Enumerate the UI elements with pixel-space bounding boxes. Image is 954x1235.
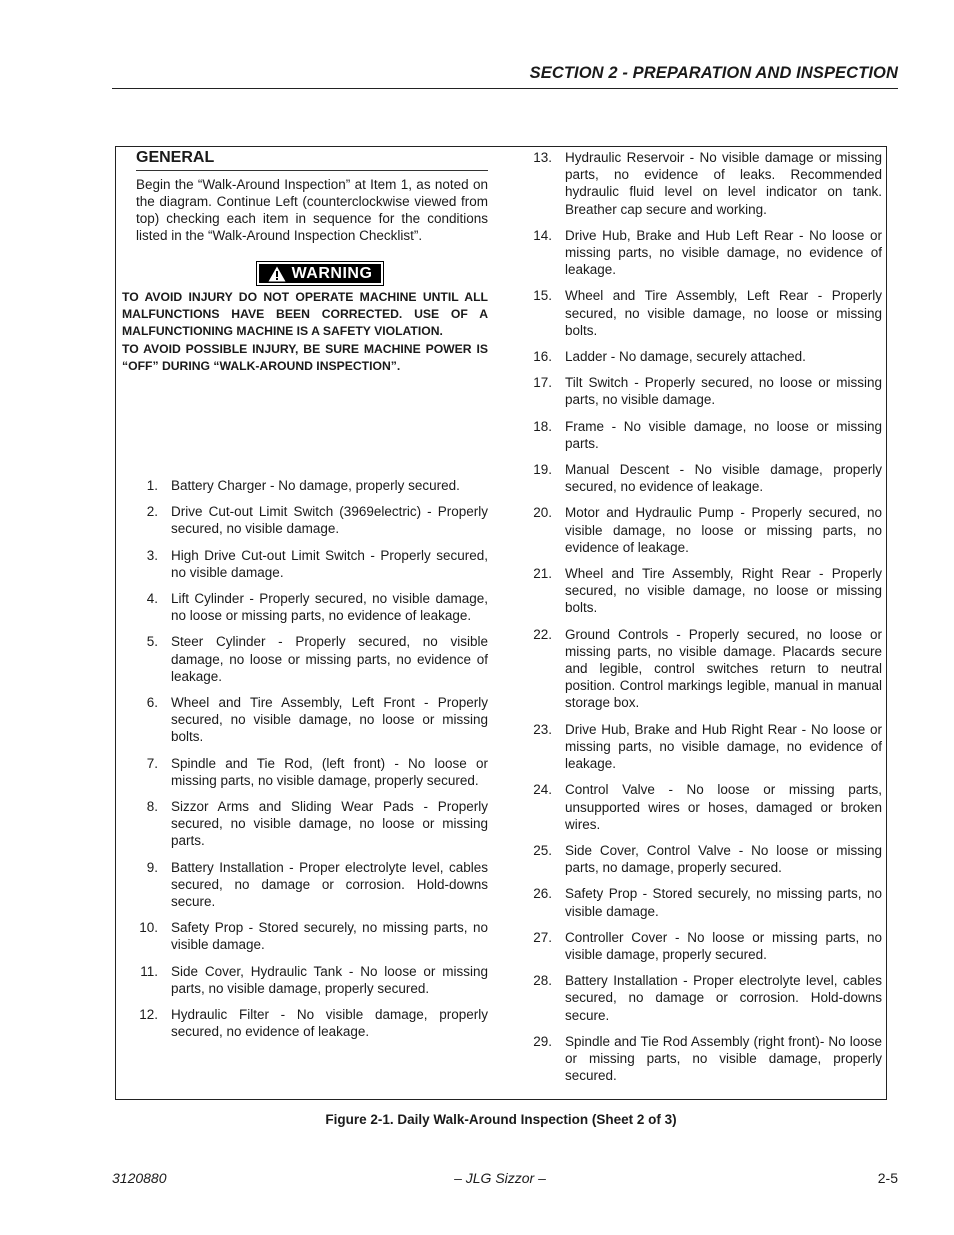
warning-label: WARNING — [291, 264, 373, 282]
checklist-item — [530, 227, 882, 279]
checklist-item — [530, 721, 882, 773]
checklist-item-text: Battery Installation - Proper electrolyte level, cables secured, no damage or corrosion. Hold-downs secure. — [565, 973, 882, 1023]
checklist-item-text: Wheel and Tire Assembly, Left Front - Properly secured, no visible damage, no loose or missing bolts. — [171, 695, 488, 745]
checklist-item — [530, 885, 882, 919]
checklist-item-number: 18. — [533, 418, 552, 434]
section-title: SECTION 2 - PREPARATION AND INSPECTION — [529, 64, 898, 82]
footer-doc-number: 3120880 — [112, 1170, 167, 1186]
checklist-item — [136, 477, 488, 494]
checklist-item — [530, 504, 882, 556]
checklist-item — [530, 374, 882, 408]
checklist-item-text: Steer Cylinder - Properly secured, no visible damage, no loose or missing parts, no evidence of leakage. — [171, 634, 488, 684]
checklist-item — [530, 972, 882, 1024]
warning-text — [122, 289, 488, 375]
checklist-item-number: 27. — [533, 929, 552, 945]
checklist-left — [136, 477, 488, 1049]
checklist-item-text: Spindle and Tie Rod, (left front) - No loose or missing parts, no visible damage, properly secured. — [171, 755, 488, 788]
checklist-item-number: 15. — [533, 288, 552, 304]
checklist-item — [530, 781, 882, 833]
footer-page-number: 2-5 — [877, 1170, 898, 1186]
checklist-right — [530, 149, 882, 1093]
checklist-item-number: 26. — [533, 886, 552, 902]
checklist-item — [530, 461, 882, 495]
general-heading-rule — [136, 170, 488, 171]
checklist-item-text: Manual Descent - No visible damage, properly secured, no evidence of leakage. — [565, 462, 882, 495]
checklist-item-text: Drive Hub, Brake and Hub Left Rear - No loose or missing parts, no visible damage, no evidence of leakage. — [565, 227, 882, 278]
checklist-item-number: 1. — [146, 478, 158, 493]
checklist-item-text: Side Cover, Hydraulic Tank - No loose or missing parts, no visible damage, properly secured. — [171, 963, 488, 996]
warning-line-1: TO AVOID INJURY DO NOT OPERATE MACHINE UNTIL ALL MALFUNCTIONS HAVE BEEN CORRECTED. USE OF A MALFUNCTIONING MACHINE IS A SAFETY VIOLATION. — [122, 290, 488, 339]
checklist-item-number: 9. — [146, 859, 158, 875]
checklist-item — [136, 547, 488, 581]
checklist-item — [530, 842, 882, 876]
checklist-item-number: 22. — [533, 626, 552, 642]
checklist-item — [530, 929, 882, 963]
header-rule — [112, 88, 898, 89]
checklist-item-number: 21. — [533, 566, 552, 582]
general-heading: GENERAL — [136, 149, 215, 166]
footer-product: – JLG Sizzor – — [454, 1170, 546, 1186]
checklist-item-text: Sizzor Arms and Sliding Wear Pads - Properly secured, no visible damage, no loose or missing parts. — [171, 799, 488, 849]
checklist-item-text: Hydraulic Reservoir - No visible damage or missing parts, no evidence of leaks. Recommended hydraulic fluid level on level indicator on tank. Breather cap secure and working. — [565, 150, 882, 217]
checklist-item-number: 20. — [533, 505, 552, 521]
checklist-item — [136, 694, 488, 746]
general-instructions: Begin the “Walk-Around Inspection” at Item 1, as noted on the diagram. Continue Left (counterclockwise viewed from top) checking each item in sequence for the conditions listed in the “Walk-Around Inspection Checklist”. — [136, 177, 488, 243]
checklist-item-text: Spindle and Tie Rod Assembly (right front)- No loose or missing parts, no visible damage, properly secured. — [565, 1033, 882, 1084]
checklist-item — [136, 633, 488, 685]
checklist-item-number: 29. — [533, 1033, 552, 1049]
checklist-item-text: Hydraulic Filter - No visible damage, properly secured, no evidence of leakage. — [171, 1007, 488, 1040]
checklist-item-text: Frame - No visible damage, no loose or missing parts. — [565, 418, 882, 451]
checklist-item-number: 11. — [140, 963, 158, 979]
checklist-item — [136, 755, 488, 789]
checklist-item-number: 16. — [533, 349, 552, 365]
checklist-item-number: 13. — [533, 150, 552, 165]
checklist-item-number: 24. — [533, 782, 552, 798]
checklist-item-number: 3. — [146, 547, 158, 563]
checklist-item — [136, 590, 488, 624]
warning-triangle-icon — [268, 266, 286, 282]
checklist-item — [530, 565, 882, 617]
checklist-item — [136, 798, 488, 850]
checklist-item-number: 7. — [146, 755, 158, 771]
checklist-item — [530, 348, 882, 365]
figure-caption: Figure 2-1. Daily Walk-Around Inspection (Sheet 2 of 3) — [325, 1112, 677, 1127]
checklist-item — [530, 149, 882, 218]
checklist-item-number: 19. — [533, 462, 552, 478]
warning-badge — [256, 261, 384, 286]
checklist-item-number: 8. — [146, 799, 158, 815]
checklist-item-number: 14. — [533, 227, 552, 243]
checklist-item — [136, 919, 488, 953]
checklist-item-number: 2. — [146, 504, 158, 520]
checklist-item-text: Ground Controls - Properly secured, no loose or missing parts, no visible damage. Placards secure and legible, control switches return to neutral position. Control markings legible, manual in manual storage box. — [565, 626, 882, 711]
checklist-item-text: Wheel and Tire Assembly, Right Rear - Properly secured, no visible damage, no loose or missing bolts. — [565, 566, 882, 616]
checklist-item-text: Drive Cut-out Limit Switch (3969electric) - Properly secured, no visible damage. — [171, 504, 488, 537]
warning-line-2: TO AVOID POSSIBLE INJURY, BE SURE MACHINE POWER IS “OFF” DURING “WALK-AROUND INSPECTION”. — [122, 341, 488, 373]
checklist-item-number: 17. — [533, 375, 552, 391]
checklist-item-text: Battery Charger - No damage, properly secured. — [171, 478, 460, 493]
checklist-item — [530, 287, 882, 339]
checklist-item-number: 10. — [139, 920, 158, 936]
checklist-item-text: Drive Hub, Brake and Hub Right Rear - No loose or missing parts, no visible damage, no evidence of leakage. — [565, 721, 882, 772]
checklist-item — [136, 859, 488, 911]
checklist-item-text: Safety Prop - Stored securely, no missing parts, no visible damage. — [565, 886, 882, 919]
checklist-item-text: Wheel and Tire Assembly, Left Rear - Properly secured, no visible damage, no loose or missing bolts. — [565, 288, 882, 338]
checklist-item-text: Controller Cover - No loose or missing parts, no visible damage, properly secured. — [565, 929, 882, 962]
checklist-item-number: 4. — [146, 591, 158, 607]
checklist-item-text: Control Valve - No loose or missing parts, unsupported wires or hoses, damaged or broken wires. — [565, 782, 882, 832]
checklist-item-text: Ladder - No damage, securely attached. — [565, 349, 806, 365]
checklist-item-number: 25. — [533, 842, 552, 858]
checklist-item-text: Safety Prop - Stored securely, no missing parts, no visible damage. — [171, 920, 488, 953]
checklist-item — [530, 626, 882, 712]
checklist-item-text: Tilt Switch - Properly secured, no loose or missing parts, no visible damage. — [565, 375, 882, 408]
checklist-item-number: 23. — [533, 721, 552, 737]
checklist-item — [136, 1006, 488, 1040]
checklist-item-text: High Drive Cut-out Limit Switch - Properly secured, no visible damage. — [171, 547, 488, 580]
checklist-item — [530, 1033, 882, 1085]
checklist-item-number: 12. — [139, 1007, 158, 1023]
checklist-item-number: 28. — [533, 973, 552, 989]
checklist-item — [136, 503, 488, 537]
checklist-item-number: 6. — [146, 695, 158, 711]
checklist-item-text: Battery Installation - Proper electrolyte level, cables secured, no damage or corrosion. Hold-downs secure. — [171, 859, 488, 910]
checklist-item — [136, 963, 488, 997]
checklist-item-number: 5. — [146, 634, 158, 650]
checklist-item-text: Motor and Hydraulic Pump - Properly secured, no visible damage, no loose or missing parts, no evidence of leakage. — [565, 505, 882, 555]
checklist-item-text: Side Cover, Control Valve - No loose or missing parts, no damage, properly secured. — [565, 842, 882, 876]
checklist-item — [530, 418, 882, 452]
checklist-item-text: Lift Cylinder - Properly secured, no visible damage, no loose or missing parts, no evidence of leakage. — [171, 591, 488, 624]
